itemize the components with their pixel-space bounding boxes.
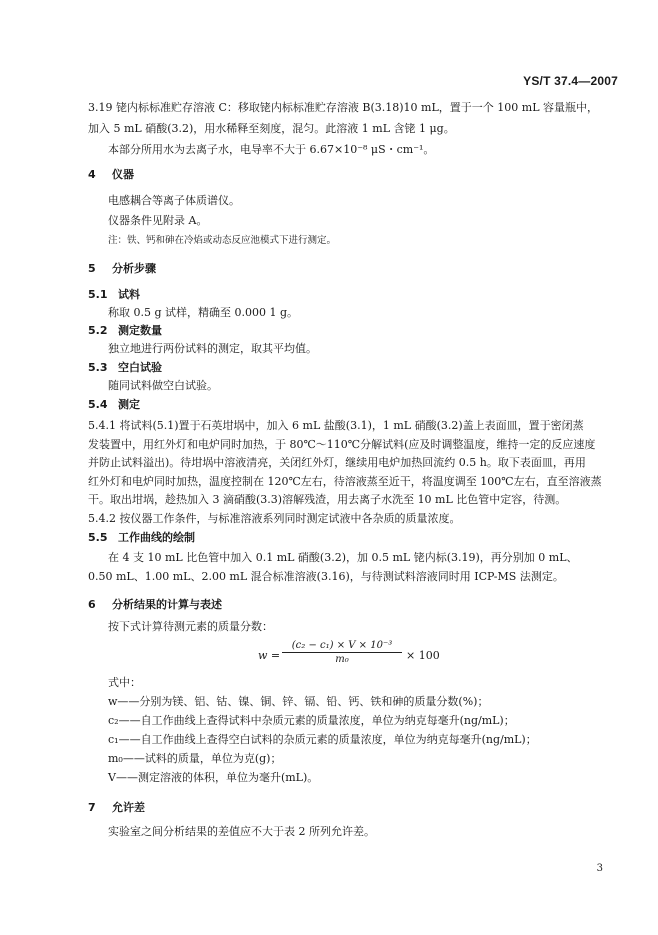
section-5-5-number: 5.5	[88, 531, 108, 544]
section-5-5-heading	[88, 531, 195, 545]
section-5-2-title: 测定数量	[118, 324, 162, 337]
where-label: 式中：	[108, 676, 141, 689]
section-7-number: 7	[88, 801, 96, 814]
definition-v: V——测定溶液的体积，单位为毫升(mL)。	[108, 771, 319, 784]
section-6-heading	[88, 598, 222, 612]
section-5-4-1-line-2: 发装置中，用红外灯和电炉同时加热，于 80℃～110℃分解试料(应及时调整温度，维持一定的反应速度	[88, 438, 596, 451]
section-5-3-text: 随同试料做空白试验。	[108, 379, 218, 392]
section-7-heading	[88, 801, 145, 815]
section-5-5-title: 工作曲线的绘制	[118, 531, 195, 544]
standard-code: YS/T 37.4—2007	[523, 74, 618, 88]
section-5-4-1-line-5: 干。取出坩埚，趁热加入 3 滴硝酸(3.3)溶解残渣，用去离子水洗至 10 mL 比色管中定容，待测。	[88, 493, 567, 506]
section-5-3-number: 5.3	[88, 361, 108, 374]
section-6-intro: 按下式计算待测元素的质量分数：	[108, 620, 273, 633]
formula-fraction	[282, 640, 402, 665]
section-5-4-heading	[88, 398, 140, 412]
section-5-2-heading	[88, 324, 162, 338]
page-number: 3	[596, 863, 603, 874]
section-4-number: 4	[88, 168, 96, 181]
section-5-3-title: 空白试验	[118, 361, 162, 374]
section-5-5-line-2: 0.50 mL、1.00 mL、2.00 mL 混合标准溶液(3.16)，与待测试料溶液同时用 ICP-MS 法测定。	[88, 570, 564, 583]
section-6-title: 分析结果的计算与表述	[112, 598, 222, 611]
formula-denominator: m₀	[335, 654, 349, 665]
section-4-line-2: 仪器条件见附录 A。	[108, 214, 208, 227]
section-7-title: 允许差	[112, 801, 145, 814]
section-4-note: 注：铁、钙和砷在冷焰或动态反应池模式下进行测定。	[108, 235, 337, 246]
mass-fraction-formula	[258, 640, 448, 670]
definition-c2: c₂——自工作曲线上查得试料中杂质元素的质量浓度，单位为纳克每毫升(ng/mL)；	[108, 714, 515, 727]
definition-m0: m₀——试料的质量，单位为克(g)；	[108, 752, 282, 765]
section-5-3-heading	[88, 361, 162, 375]
fraction-bar	[282, 652, 402, 653]
section-5-4-1-line-4: 红外灯和电炉同时加热，温度控制在 120℃左右，待溶液蒸至近干，将温度调至 100℃左右，直至溶液蒸	[88, 475, 602, 488]
section-5-1-title: 试料	[118, 288, 140, 301]
section-5-heading	[88, 262, 156, 276]
section-5-2-text: 独立地进行两份试料的测定，取其平均值。	[108, 342, 317, 355]
formula-lhs: w =	[258, 649, 281, 662]
section-5-title: 分析步骤	[112, 262, 156, 275]
section-5-4-number: 5.4	[88, 398, 108, 411]
section-5-2-number: 5.2	[88, 324, 108, 337]
section-5-number: 5	[88, 262, 96, 275]
section-5-1-heading	[88, 288, 140, 302]
section-5-5-line-1: 在 4 支 10 mL 比色管中加入 0.1 mL 硝酸(3.2)，加 0.5 mL 铑内标(3.19)，再分别加 0 mL、	[108, 551, 578, 564]
section-4-line-1: 电感耦合等离子体质谱仪。	[108, 194, 240, 207]
formula-rhs: × 100	[406, 649, 440, 662]
definition-c1: c₁——自工作曲线上查得空白试料的杂质元素的质量浓度，单位为纳克每毫升(ng/mL)；	[108, 733, 537, 746]
section-5-1-text: 称取 0.5 g 试样，精确至 0.000 1 g。	[108, 306, 299, 319]
section-5-4-title: 测定	[118, 398, 140, 411]
section-5-4-1-line-1: 5.4.1 将试料(5.1)置于石英坩埚中，加入 6 mL 盐酸(3.1)，1 mL 硝酸(3.2)盖上表面皿，置于密闭蒸	[88, 419, 584, 432]
section-4-heading	[88, 168, 134, 182]
water-spec-line: 本部分所用水为去离子水，电导率不大于 6.67×10⁻⁸ μS・cm⁻¹。	[108, 143, 435, 156]
section-6-number: 6	[88, 598, 96, 611]
section-5-1-number: 5.1	[88, 288, 108, 301]
section-5-4-1-line-3: 并防止试料溢出)。待坩埚中溶液清亮，关闭红外灯，继续用电炉加热回流约 0.5 h。取下表面皿，再用	[88, 456, 586, 469]
section-3-19-line-1: 3.19 铑内标标准贮存溶液 C：移取铑内标标准贮存溶液 B(3.18)10 mL，置于一个 100 mL 容量瓶中，	[88, 101, 599, 114]
definition-w: w——分别为镁、铝、钴、镍、铜、锌、镉、铅、钙、铁和砷的质量分数(%)；	[108, 695, 489, 708]
formula-numerator: (c₂ − c₁) × V × 10⁻³	[291, 640, 393, 651]
section-4-title: 仪器	[112, 168, 134, 181]
section-3-19-line-2: 加入 5 mL 硝酸(3.2)，用水稀释至刻度，混匀。此溶液 1 mL 含铑 1 μg。	[88, 122, 455, 135]
section-7-text: 实验室之间分析结果的差值应不大于表 2 所列允许差。	[108, 825, 375, 838]
section-5-4-2-line-1: 5.4.2 按仪器工作条件，与标准溶液系列同时测定试液中各杂质的质量浓度。	[88, 512, 461, 525]
